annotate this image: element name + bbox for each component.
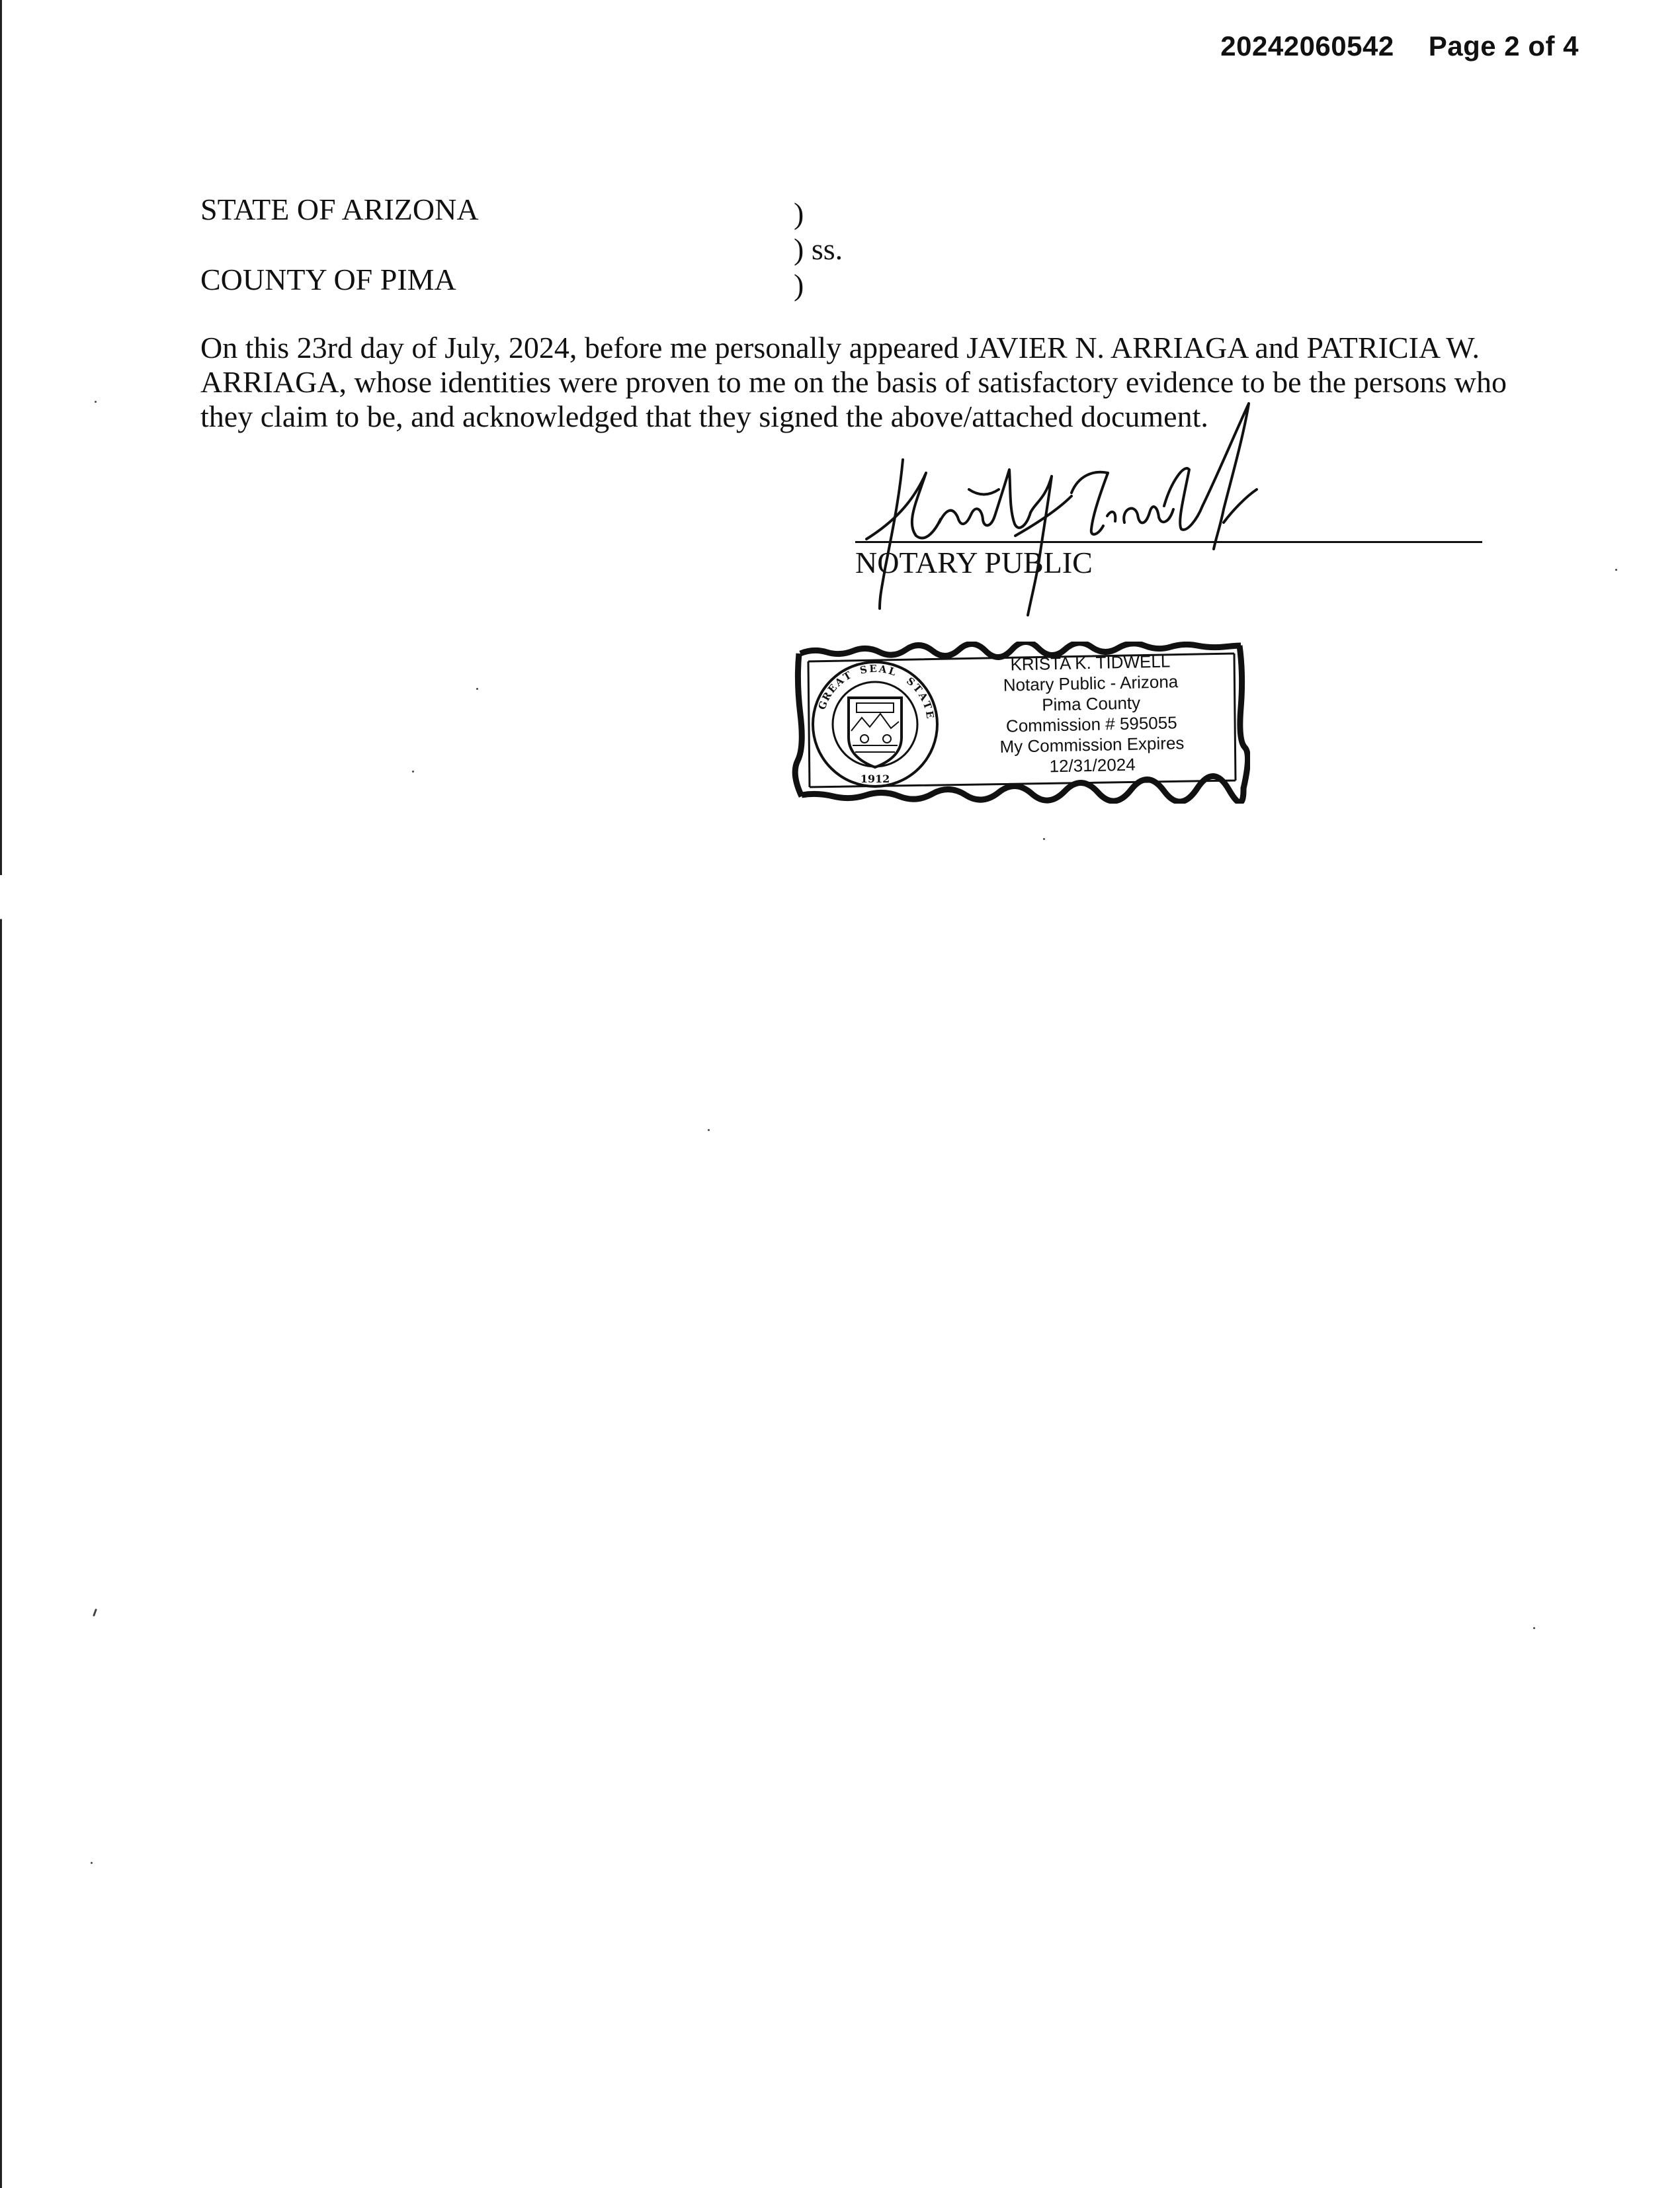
acknowledgment-line: they claim to be, and acknowledged that they signed the above/attached document. [200, 400, 1208, 433]
document-number: 20242060542 [1220, 30, 1394, 62]
svg-text:E: E [825, 681, 840, 696]
scan-speck [412, 771, 414, 773]
scan-speck [476, 688, 478, 690]
page-edge [0, 0, 2, 2188]
notary-stamp-text [951, 650, 1232, 779]
svg-text:E: E [923, 710, 937, 720]
svg-text:G: G [816, 699, 830, 712]
scan-speck [1533, 1627, 1535, 1629]
stamp-expires-date: 12/31/2024 [1049, 754, 1136, 777]
scan-speck [1615, 569, 1617, 571]
page-indicator: Page 2 of 4 [1428, 30, 1579, 62]
stamp-expires-label: My Commission Expires [999, 733, 1185, 757]
svg-text:L: L [887, 664, 898, 679]
scan-speck [91, 1862, 93, 1864]
scan-speck [708, 1129, 710, 1131]
svg-text:T: T [910, 681, 925, 696]
venue-paren-top: ) [794, 196, 804, 230]
svg-text:A: A [832, 675, 847, 689]
venue-county: COUNTY OF PIMA [200, 263, 456, 296]
scan-speck [1043, 838, 1045, 840]
stamp-county: Pima County [1041, 693, 1141, 715]
svg-text:S: S [904, 675, 917, 689]
svg-text:T: T [920, 699, 935, 711]
notary-public-label: NOTARY PUBLIC [855, 546, 1093, 579]
acknowledgment-line: ARRIAGA, whose identities were proven to me on the basis of satisfactory evidence to be the persons who [200, 365, 1507, 399]
svg-text:S: S [859, 663, 868, 677]
venue-state: STATE OF ARIZONA [200, 192, 479, 226]
acknowledgment-line: On this 23rd day of July, 2024, before me personally appeared JAVIER N. ARRIAGA and PATRICIA W. [200, 331, 1480, 364]
notary-signature [853, 397, 1263, 622]
stamp-commission-number: Commission # 595055 [1005, 712, 1177, 736]
svg-text:R: R [819, 690, 835, 703]
stamp-notary-title: Notary Public - Arizona [1003, 671, 1179, 695]
arizona-state-seal [809, 658, 941, 790]
svg-text:A: A [916, 690, 931, 703]
recording-header [1220, 30, 1579, 62]
svg-text:A: A [878, 663, 888, 676]
stamp-notary-name: KRISTA K. TIDWELL [1010, 651, 1171, 675]
svg-text:1912: 1912 [860, 773, 890, 785]
svg-text:E: E [869, 662, 878, 675]
venue-paren-ss: ) ss. [794, 232, 843, 266]
scan-speck [95, 401, 97, 403]
svg-text:T: T [841, 669, 854, 683]
scan-speck [93, 1609, 97, 1617]
venue-paren-bottom: ) [794, 268, 804, 302]
